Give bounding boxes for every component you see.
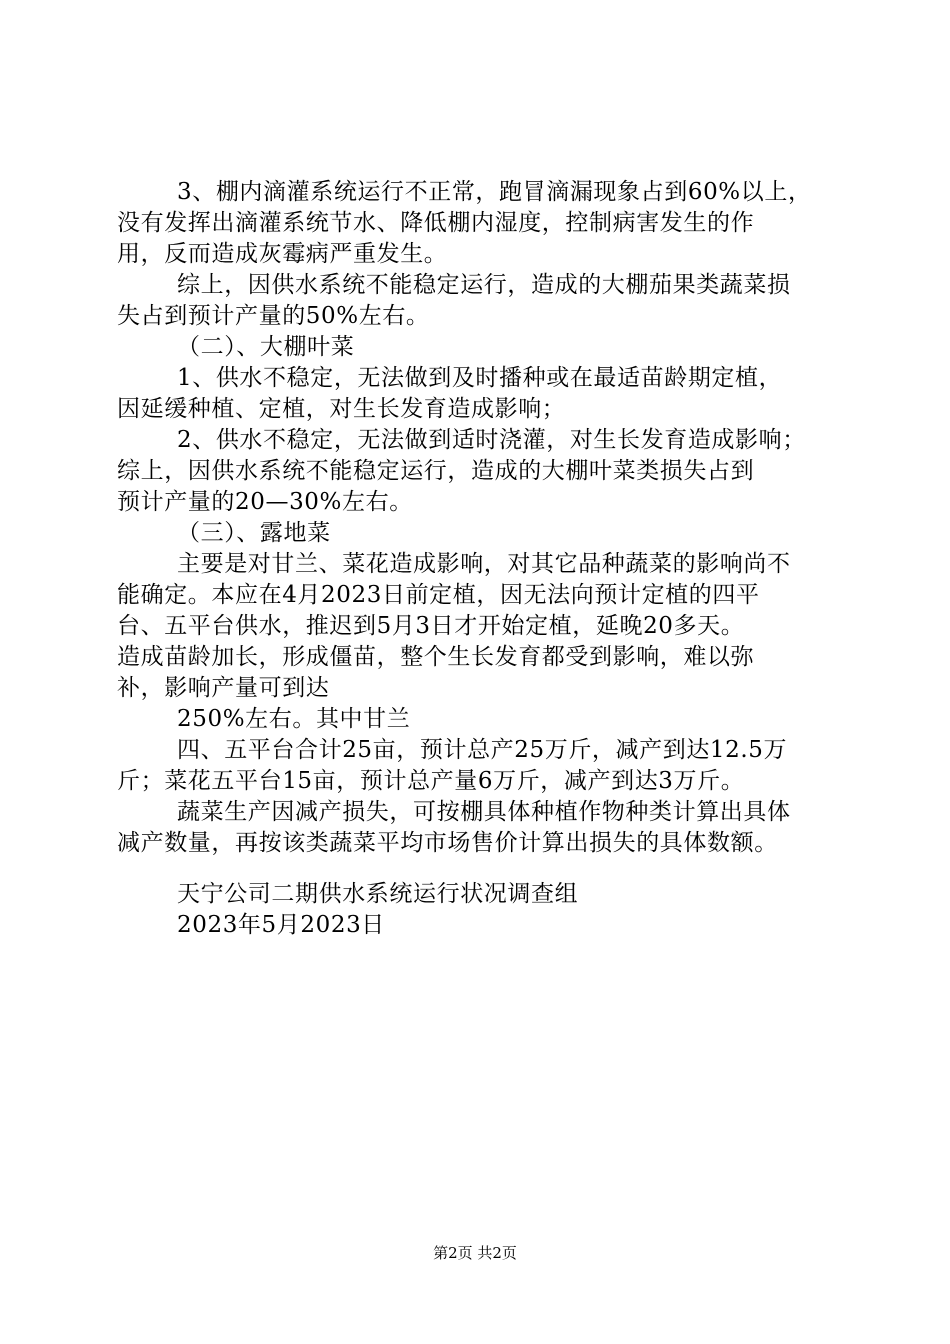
paragraph-line: 250%左右。其中甘兰 bbox=[177, 706, 411, 732]
paragraph-line: 台、五平台供水，推迟到5月3日才开始定植，延晚20多天。 bbox=[117, 613, 745, 639]
paragraph-line: 因延缓种植、定植，对生长发育造成影响； bbox=[117, 396, 566, 422]
paragraph-line: 减产数量，再按该类蔬菜平均市场售价计算出损失的具体数额。 bbox=[117, 830, 778, 856]
paragraph-line: 能确定。本应在4月2023日前定植，因无法向预计定植的四平 bbox=[117, 582, 760, 608]
paragraph-line: 补，影响产量可到达 bbox=[117, 675, 330, 701]
paragraph-line: 斤；菜花五平台15亩，预计总产量6万斤，减产到达3万斤。 bbox=[117, 768, 745, 794]
paragraph-line: 用，反而造成灰霉病严重发生。 bbox=[117, 241, 448, 267]
paragraph-line: 造成苗龄加长，形成僵苗，整个生长发育都受到影响，难以弥 bbox=[117, 644, 755, 670]
paragraph-line: 综上，因供水系统不能稳定运行，造成的大棚叶菜类损失占到 bbox=[117, 458, 755, 484]
section-heading: （二）、大棚叶菜 bbox=[177, 334, 355, 360]
paragraph-line: 蔬菜生产因减产损失，可按棚具体种植作物种类计算出具体 bbox=[177, 799, 791, 825]
paragraph-line: 主要是对甘兰、菜花造成影响，对其它品种蔬菜的影响尚不 bbox=[177, 551, 791, 577]
signature-date: 2023年5月2023日 bbox=[177, 912, 385, 938]
paragraph-line: 综上，因供水系统不能稳定运行，造成的大棚茄果类蔬菜损 bbox=[177, 272, 791, 298]
paragraph-line: 预计产量的20—30%左右。 bbox=[117, 489, 413, 515]
paragraph-line: 失占到预计产量的50%左右。 bbox=[117, 303, 430, 329]
section-heading: （三）、露地菜 bbox=[177, 520, 331, 546]
page-number-footer: 第2页 共2页 bbox=[433, 1244, 517, 1262]
paragraph-line: 四、五平台合计25亩，预计总产25万斤，减产到达12.5万 bbox=[177, 737, 788, 763]
signature-organization: 天宁公司二期供水系统运行状况调查组 bbox=[177, 881, 579, 907]
paragraph-line: 1、供水不稳定，无法做到及时播种或在最适苗龄期定植， bbox=[177, 365, 783, 391]
paragraph-line: 没有发挥出滴灌系统节水、降低棚内湿度，控制病害发生的作 bbox=[117, 210, 755, 236]
paragraph-line: 2、供水不稳定，无法做到适时浇灌，对生长发育造成影响； bbox=[177, 427, 806, 453]
paragraph-line: 3、棚内滴灌系统运行不正常，跑冒滴漏现象占到60%以上， bbox=[177, 179, 812, 205]
